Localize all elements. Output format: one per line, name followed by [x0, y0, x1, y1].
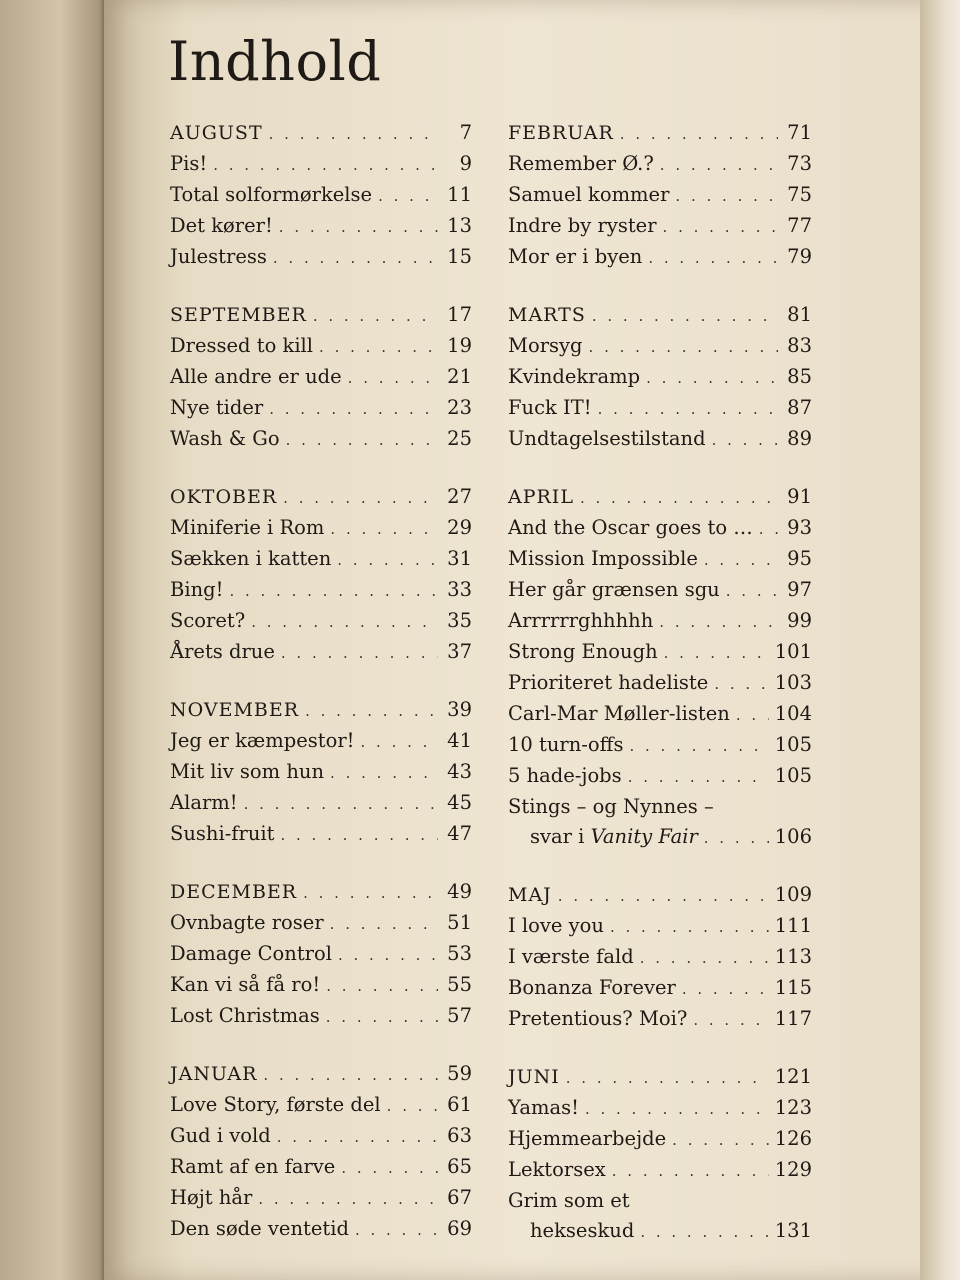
dot-leader: [712, 425, 778, 455]
chapter-title: I værste fald: [508, 945, 634, 968]
dot-leader: [330, 758, 438, 788]
dot-leader: [714, 669, 768, 699]
page-number: 105: [774, 733, 812, 756]
page-number: 129: [774, 1158, 812, 1181]
toc-entry-row: [170, 1214, 472, 1245]
chapter-title: Sushi-fruit: [170, 822, 275, 845]
dot-leader: [585, 1094, 769, 1124]
dot-leader: [273, 243, 438, 273]
toc-entry-row: [170, 1152, 472, 1183]
toc-entry-multiline: [508, 792, 812, 853]
dot-leader: [313, 301, 438, 331]
dot-leader: [612, 1156, 769, 1186]
chapter-title: 5 hade-jobs: [508, 764, 622, 787]
chapter-title: Kvindekramp: [508, 365, 641, 388]
dot-leader: [640, 943, 769, 973]
toc-entry-row: [170, 575, 472, 606]
chapter-title: Dressed to kill: [170, 334, 314, 357]
page-number: 51: [447, 911, 472, 934]
page-number: 27: [447, 485, 472, 508]
chapter-title: Samuel kommer: [508, 183, 670, 206]
chapter-title: Fuck IT!: [508, 396, 592, 419]
page-number: 93: [787, 516, 812, 539]
dot-leader: [319, 332, 438, 362]
dot-leader: [279, 212, 438, 242]
dot-leader: [648, 243, 778, 273]
toc-section: [170, 482, 472, 668]
month-heading: JANUAR: [170, 1063, 258, 1085]
page-number: 103: [774, 671, 812, 694]
toc-entry-row: [170, 393, 472, 424]
chapter-title: Damage Control: [170, 942, 332, 965]
chapter-title-text: hekseskud: [530, 1219, 635, 1242]
chapter-title-text: svar i: [530, 825, 591, 848]
chapter-title: Pretentious? Moi?: [508, 1007, 688, 1030]
dot-leader: [251, 607, 438, 637]
page-number: 57: [447, 1004, 472, 1027]
dot-leader: [726, 576, 778, 606]
toc-month-row: [508, 482, 812, 513]
dot-leader: [281, 638, 438, 668]
dot-leader: [326, 1002, 438, 1032]
chapter-title: Årets drue: [170, 640, 275, 663]
dot-leader: [378, 181, 438, 211]
page-number: 13: [447, 214, 472, 237]
toc-entry-row: [508, 513, 812, 544]
page-number: 55: [447, 973, 472, 996]
chapter-title: Alarm!: [170, 791, 238, 814]
toc-section: [508, 118, 812, 273]
chapter-title: Alle andre er ude: [170, 365, 342, 388]
dot-leader: [341, 1153, 438, 1183]
dot-leader: [580, 483, 778, 513]
month-heading: SEPTEMBER: [170, 304, 307, 326]
dot-leader: [330, 909, 438, 939]
chapter-title: Det kører!: [170, 214, 273, 237]
toc-entry-row: [170, 211, 472, 242]
dot-leader: [558, 881, 769, 911]
chapter-title: Bonanza Forever: [508, 976, 676, 999]
page-number: 9: [459, 152, 472, 175]
dot-leader: [213, 150, 438, 180]
page-number: 81: [787, 303, 812, 326]
page-number: 67: [447, 1186, 472, 1209]
dot-leader: [663, 212, 778, 242]
dot-leader: [693, 1005, 768, 1035]
page-number: 75: [787, 183, 812, 206]
dot-leader: [269, 119, 438, 149]
chapter-title: Remember Ø.?: [508, 152, 654, 175]
page-number: 91: [787, 485, 812, 508]
toc-entry-row: [508, 761, 812, 792]
toc-entry-row: [508, 637, 812, 668]
toc-entry-row: [508, 822, 812, 853]
toc-section: [170, 1059, 472, 1245]
toc-right-column: [508, 118, 812, 1274]
chapter-title: Lektorsex: [508, 1158, 606, 1181]
dot-leader: [355, 1215, 438, 1245]
chapter-title-line1: Grim som et: [508, 1189, 630, 1212]
toc-section: [170, 877, 472, 1032]
page-number: 121: [774, 1065, 812, 1088]
page-number: 117: [774, 1007, 812, 1030]
dot-leader: [589, 332, 778, 362]
page-number: 97: [787, 578, 812, 601]
chapter-title: Undtagelsestilstand: [508, 427, 706, 450]
page-number: 25: [447, 427, 472, 450]
dot-leader: [361, 727, 439, 757]
toc-entry-row: [508, 393, 812, 424]
dot-leader: [280, 820, 438, 850]
month-heading: DECEMBER: [170, 881, 298, 903]
toc-entry-row: [508, 973, 812, 1004]
dot-leader: [736, 700, 769, 730]
dot-leader: [263, 1060, 438, 1090]
page-number: 53: [447, 942, 472, 965]
page-number: 33: [447, 578, 472, 601]
page-number: 19: [447, 334, 472, 357]
chapter-title: Arrrrrrghhhhh: [508, 609, 654, 632]
toc-entry-row: [170, 180, 472, 211]
chapter-title: Ramt af en farve: [170, 1155, 336, 1178]
chapter-title-line2: [508, 1216, 634, 1246]
toc-entry-row: [508, 149, 812, 180]
dot-leader: [704, 823, 769, 853]
toc-entry-row: [508, 211, 812, 242]
toc-month-row: [170, 695, 472, 726]
toc-section: [170, 300, 472, 455]
toc-entry-multiline: [508, 1186, 812, 1247]
page-number: 77: [787, 214, 812, 237]
toc-month-row: [508, 1062, 812, 1093]
dot-leader: [610, 912, 769, 942]
toc-entry-row: [508, 362, 812, 393]
chapter-title: I love you: [508, 914, 604, 937]
dot-leader: [704, 545, 778, 575]
toc-section: [170, 695, 472, 850]
page-number: 111: [774, 914, 812, 937]
chapter-title: Miniferie i Rom: [170, 516, 325, 539]
page-number: 43: [447, 760, 472, 783]
toc-entry-row: [508, 331, 812, 362]
chapter-title: 10 turn-offs: [508, 733, 624, 756]
page-number: 59: [447, 1062, 472, 1085]
page-number: 65: [447, 1155, 472, 1178]
left-page-edge: [0, 0, 108, 1280]
chapter-title: Mit liv som hun: [170, 760, 325, 783]
chapter-title: Her går grænsen sgu: [508, 578, 720, 601]
page-number: 89: [787, 427, 812, 450]
toc-month-row: [170, 1059, 472, 1090]
dot-leader: [269, 394, 438, 424]
chapter-title: Indre by ryster: [508, 214, 657, 237]
page-number: 131: [774, 1219, 812, 1242]
page-number: 47: [447, 822, 472, 845]
dot-leader: [759, 514, 778, 544]
dot-leader: [326, 971, 438, 1001]
dot-leader: [620, 119, 778, 149]
chapter-title: Love Story, første del: [170, 1093, 381, 1116]
month-heading: OKTOBER: [170, 486, 278, 508]
chapter-title: Carl-Mar Møller-listen: [508, 702, 730, 725]
dot-leader: [303, 878, 438, 908]
page-title: Indhold: [168, 30, 382, 93]
toc-entry-row: [170, 726, 472, 757]
toc-entry-row: [170, 331, 472, 362]
month-heading: FEBRUAR: [508, 122, 614, 144]
page-number: 106: [774, 825, 812, 848]
page-number: 73: [787, 152, 812, 175]
chapter-title: Wash & Go: [170, 427, 280, 450]
toc-month-row: [508, 880, 812, 911]
toc-entry-row: [508, 575, 812, 606]
chapter-title: Lost Christmas: [170, 1004, 320, 1027]
dot-leader: [229, 576, 438, 606]
toc-entry-row: [508, 1093, 812, 1124]
page-number: 37: [447, 640, 472, 663]
chapter-title: Bing!: [170, 578, 224, 601]
page-number: 45: [447, 791, 472, 814]
chapter-title: Morsyg: [508, 334, 583, 357]
page-number: 109: [774, 883, 812, 906]
toc-entry-row: [170, 908, 472, 939]
dot-leader: [664, 638, 769, 668]
toc-month-row: [508, 300, 812, 331]
toc-entry-row: [170, 1121, 472, 1152]
dot-leader: [659, 607, 778, 637]
toc-month-row: [170, 877, 472, 908]
dot-leader: [660, 150, 778, 180]
page-number: 101: [774, 640, 812, 663]
dot-leader: [258, 1184, 438, 1214]
toc-entry-row: [508, 424, 812, 455]
dot-leader: [598, 394, 778, 424]
page-number: 23: [447, 396, 472, 419]
toc-entry-row: [170, 544, 472, 575]
month-heading: AUGUST: [170, 122, 263, 144]
dot-leader: [330, 514, 438, 544]
dot-leader: [629, 731, 768, 761]
dot-leader: [244, 789, 438, 819]
chapter-title: Hjemmearbejde: [508, 1127, 667, 1150]
page-number: 126: [774, 1127, 812, 1150]
dot-leader: [277, 1122, 438, 1152]
toc-entry-row: [170, 939, 472, 970]
page-number: 7: [459, 121, 472, 144]
toc-entry-row: [170, 637, 472, 668]
chapter-title-italic: Vanity Fair: [590, 825, 698, 848]
chapter-title: And the Oscar goes to …: [508, 516, 753, 539]
dot-leader: [286, 425, 438, 455]
chapter-title: Mission Impossible: [508, 547, 698, 570]
chapter-title: Nye tider: [170, 396, 264, 419]
chapter-title: Sækken i katten: [170, 547, 332, 570]
dot-leader: [675, 181, 778, 211]
toc-entry-row: [170, 606, 472, 637]
page-number: 41: [447, 729, 472, 752]
month-heading: APRIL: [508, 486, 574, 508]
page-number: 71: [787, 121, 812, 144]
toc-entry-row: [170, 788, 472, 819]
chapter-title: Jeg er kæmpestor!: [170, 729, 355, 752]
dot-leader: [283, 483, 438, 513]
page-number: 11: [447, 183, 472, 206]
page-number: 104: [774, 702, 812, 725]
dot-leader: [628, 762, 769, 792]
dot-leader: [305, 696, 438, 726]
toc-entry-row: [170, 149, 472, 180]
chapter-title: Højt hår: [170, 1186, 253, 1209]
toc-section: [170, 118, 472, 273]
chapter-title: Scoret?: [170, 609, 246, 632]
page-number: 123: [774, 1096, 812, 1119]
toc-entry-row: [170, 819, 472, 850]
chapter-title: Den søde ventetid: [170, 1217, 349, 1240]
dot-leader: [387, 1091, 438, 1121]
page-number: 113: [774, 945, 812, 968]
dot-leader: [672, 1125, 769, 1155]
chapter-title: Mor er i byen: [508, 245, 643, 268]
page-number: 49: [447, 880, 472, 903]
toc-entry-row: [508, 730, 812, 761]
page-number: 15: [447, 245, 472, 268]
chapter-title: Kan vi så få ro!: [170, 973, 321, 996]
chapter-title-line1: Stings – og Nynnes –: [508, 795, 714, 818]
toc-entry-row: [170, 242, 472, 273]
dot-leader: [646, 363, 778, 393]
dot-leader: [348, 363, 438, 393]
dot-leader: [566, 1063, 769, 1093]
chapter-title: Prioriteret hadeliste: [508, 671, 709, 694]
toc-section: [508, 300, 812, 455]
page-number: 63: [447, 1124, 472, 1147]
page-number: 39: [447, 698, 472, 721]
toc-entry-row: [508, 1124, 812, 1155]
toc-left-column: [170, 118, 472, 1272]
toc-entry-row: [170, 1090, 472, 1121]
chapter-title: Ovnbagte roser: [170, 911, 324, 934]
toc-entry-row: [508, 544, 812, 575]
toc-entry-row: [170, 757, 472, 788]
chapter-title: Pis!: [170, 152, 208, 175]
chapter-title: Strong Enough: [508, 640, 658, 663]
page-number: 85: [787, 365, 812, 388]
month-heading: MARTS: [508, 304, 586, 326]
toc-entry-row: [508, 180, 812, 211]
toc-entry-row: [508, 1004, 812, 1035]
toc-entry-row: [508, 1216, 812, 1247]
toc-entry-row: [508, 242, 812, 273]
chapter-title: Julestress: [170, 245, 267, 268]
chapter-title: Total solformørkelse: [170, 183, 373, 206]
page-number: 83: [787, 334, 812, 357]
page-number: 31: [447, 547, 472, 570]
month-heading: JUNI: [508, 1066, 560, 1088]
toc-month-row: [170, 482, 472, 513]
page-number: 69: [447, 1217, 472, 1240]
page-number: 95: [787, 547, 812, 570]
page-number: 29: [447, 516, 472, 539]
chapter-title: Gud i vold: [170, 1124, 271, 1147]
toc-entry-row: [170, 362, 472, 393]
dot-leader: [338, 940, 438, 970]
toc-month-row: [170, 300, 472, 331]
month-heading: NOVEMBER: [170, 699, 300, 721]
toc-entry-row: [170, 513, 472, 544]
page-number: 35: [447, 609, 472, 632]
dot-leader: [682, 974, 769, 1004]
page-number: 99: [787, 609, 812, 632]
right-page-edge: [920, 0, 960, 1280]
page-number: 21: [447, 365, 472, 388]
dot-leader: [337, 545, 438, 575]
chapter-title-line2: [508, 822, 698, 852]
toc-entry-row: [508, 668, 812, 699]
dot-leader: [640, 1217, 768, 1247]
page-number: 79: [787, 245, 812, 268]
page-number: 105: [774, 764, 812, 787]
toc-entry-row: [170, 424, 472, 455]
toc-section: [508, 880, 812, 1035]
toc-entry-row: [170, 970, 472, 1001]
page-number: 17: [447, 303, 472, 326]
toc-section: [508, 482, 812, 853]
toc-entry-row: [508, 942, 812, 973]
toc-entry-row: [170, 1001, 472, 1032]
chapter-title: Yamas!: [508, 1096, 579, 1119]
toc-entry-row: [170, 1183, 472, 1214]
month-heading: MAJ: [508, 884, 552, 906]
toc-entry-row: [508, 606, 812, 637]
dot-leader: [592, 301, 778, 331]
page-number: 87: [787, 396, 812, 419]
page-number: 115: [774, 976, 812, 999]
toc-entry-row: [508, 1155, 812, 1186]
toc-entry-row: [508, 699, 812, 730]
toc-section: [508, 1062, 812, 1247]
toc-month-row: [170, 118, 472, 149]
toc-entry-row: [508, 911, 812, 942]
toc-month-row: [508, 118, 812, 149]
page-number: 61: [447, 1093, 472, 1116]
